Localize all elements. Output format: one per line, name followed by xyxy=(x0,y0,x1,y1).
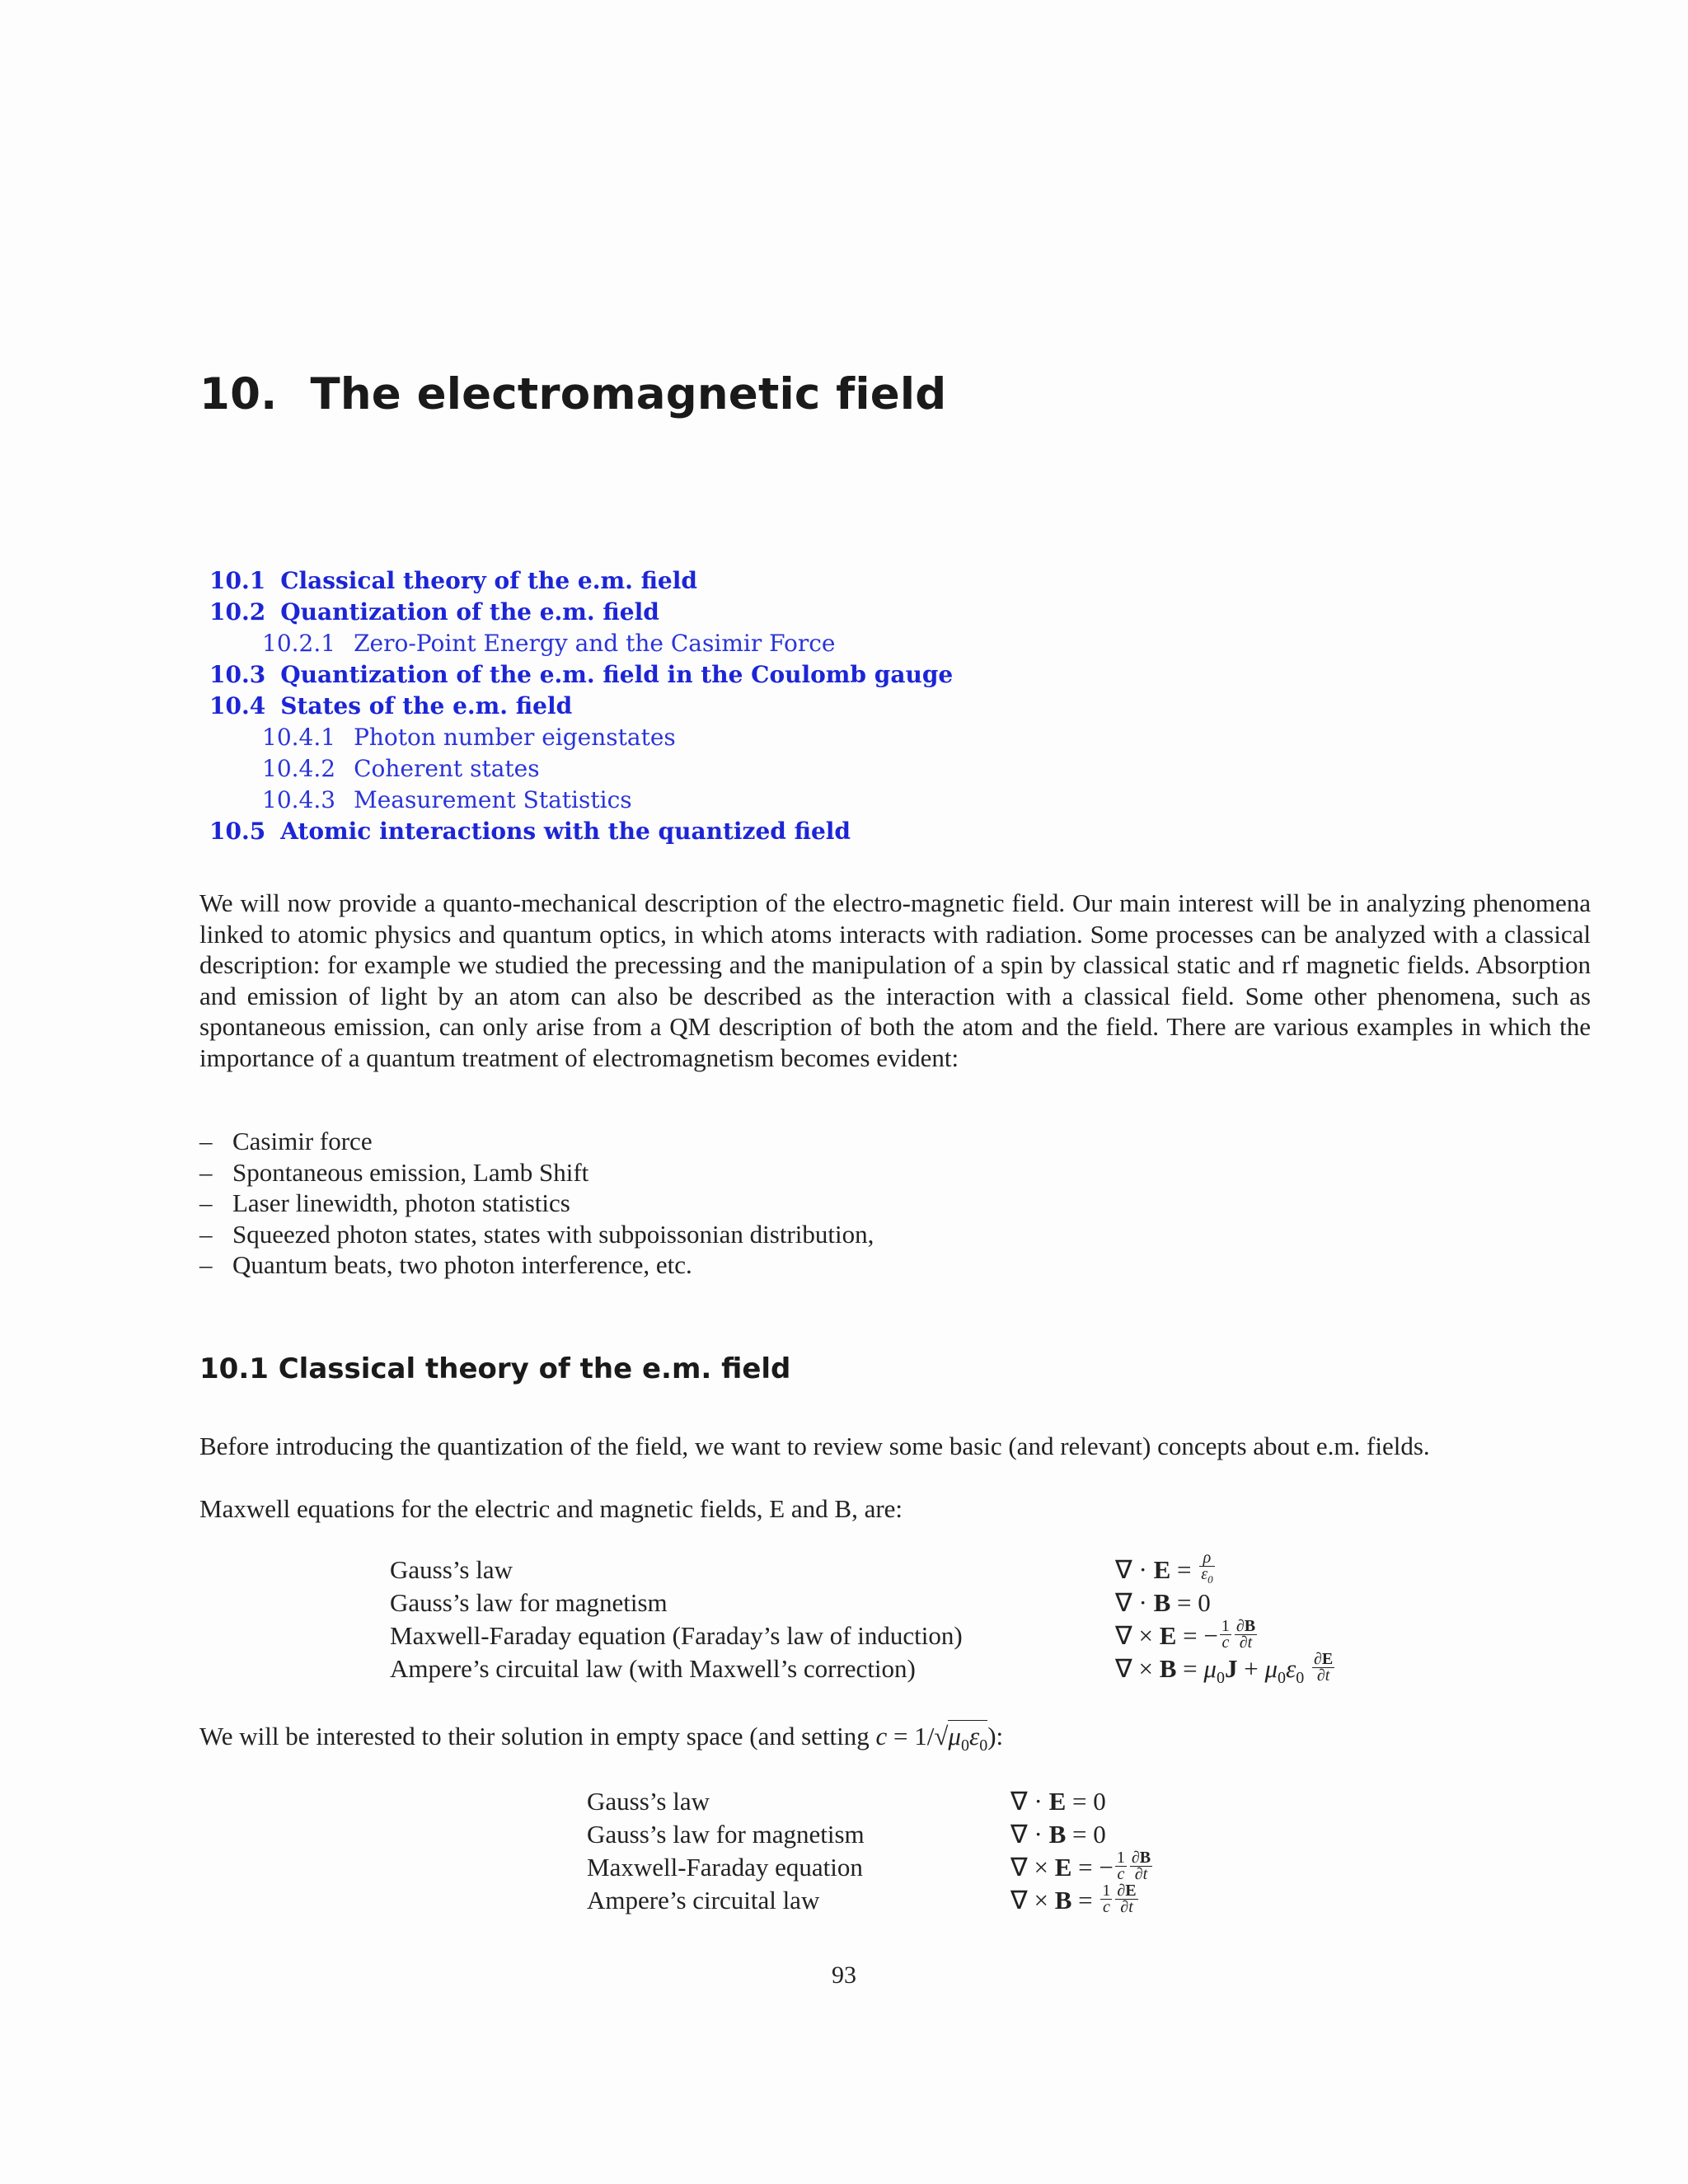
equation-row xyxy=(587,1785,1246,1818)
equation-row xyxy=(587,1818,1246,1851)
section-intro-paragraph: Before introducing the quantization of the field, we want to review some basic (and relevant) concepts about e.m. fields. xyxy=(199,1432,1430,1460)
vacuum-ampere-formula: ∇ × B = $\frac{1}{c}$ $\frac{\partial E}{\partial t}$ xyxy=(1010,1882,1137,1917)
chapter-number: 10. xyxy=(199,369,278,419)
equation-row xyxy=(390,1549,1420,1586)
gauss-law-formula: ∇ · E = $\frac{\rho}{\varepsilon_0}$ xyxy=(1115,1549,1213,1586)
toc-link-10-4[interactable]: 10.4 States of the e.m. field xyxy=(209,692,573,719)
list-item: – Casimir force xyxy=(199,1127,373,1155)
chapter-title xyxy=(199,369,946,419)
ampere-formula: ∇ × $B = \mu_0J + \mu_0\varepsilon_0$ $\frac{\partial E}{\partial t}$ xyxy=(1115,1650,1334,1688)
vacuum-equations-table xyxy=(587,1785,1246,1917)
gauss-magnetism-formula: ∇ · B = 0 xyxy=(1115,1588,1211,1617)
equation-name: Gauss’s law xyxy=(587,1787,710,1816)
toc-link-10-4-2[interactable]: 10.4.2 Coherent states xyxy=(262,755,540,782)
intro-paragraph: We will now provide a quanto-mechanical description of the electro-magnetic field. Our main interest will be in analyzing phenomena linked to atomic physics and quantum optics, in which atoms interacts with radiation. Some processes can be analyzed with a classical description: for example we studied the precessing and the manipulation of a spin by classical static and rf magnetic fields. Absorption and emission of light by an atom can also be described as the interaction with a classical field. Some other phenomena, such as spontaneous emission, can only arise from a QM description of both the atom and the field. There are various examples in which the importance of a quantum treatment of electromagnetism becomes evident: xyxy=(199,888,1591,1072)
equation-row xyxy=(390,1586,1420,1619)
list-item: – Squeezed photon states, states with subpoissonian distribution, xyxy=(199,1219,874,1249)
equation-name: Maxwell-Faraday equation (Faraday’s law of induction) xyxy=(390,1621,963,1650)
equation-name: Gauss’s law for magnetism xyxy=(390,1588,668,1617)
table-of-contents xyxy=(209,565,1281,847)
list-item: – Spontaneous emission, Lamb Shift xyxy=(199,1157,589,1187)
toc-link-10-4-1[interactable]: 10.4.1 Photon number eigenstates xyxy=(262,724,676,751)
equation-row xyxy=(390,1650,1420,1688)
list-item: – Laser linewidth, photon statistics xyxy=(199,1188,570,1217)
equation-name: Ampere’s circuital law (with Maxwell’s correction) xyxy=(390,1654,916,1683)
equation-name: Gauss’s law for magnetism xyxy=(587,1820,865,1849)
toc-link-10-2-1[interactable]: 10.2.1 Zero-Point Energy and the Casimir Force xyxy=(262,630,836,657)
maxwell-intro-line: Maxwell equations for the electric and magnetic fields, E and B, are: xyxy=(199,1494,903,1523)
empty-space-line: We will be interested to their solution in empty space (and setting $c = 1/√\mu_0\varepsilon_0$): xyxy=(199,1722,1004,1755)
equation-row xyxy=(390,1619,1420,1652)
equation-row xyxy=(587,1884,1246,1917)
vacuum-faraday-formula: ∇ × E = − $\frac{1}{c}$ $\frac{\partial B}{\partial t}$ xyxy=(1010,1849,1151,1884)
vacuum-gauss-formula: ∇ · E = 0 xyxy=(1010,1787,1106,1816)
section-title: 10.1 Classical theory of the e.m. field xyxy=(199,1352,791,1385)
faraday-formula: ∇ × E = − $\frac{1}{c}$ $\frac{\partial B}{\partial t}$ xyxy=(1115,1617,1256,1652)
toc-link-10-3[interactable]: 10.3 Quantization of the e.m. field in the Coulomb gauge xyxy=(209,661,954,688)
list-item: – Quantum beats, two photon interference, etc. xyxy=(199,1250,692,1279)
toc-link-10-5[interactable]: 10.5 Atomic interactions with the quantized field xyxy=(209,818,851,845)
toc-link-10-4-3[interactable]: 10.4.3 Measurement Statistics xyxy=(262,786,632,813)
maxwell-equations-table xyxy=(390,1549,1420,1688)
toc-link-10-2[interactable]: 10.2 Quantization of the e.m. field xyxy=(209,598,659,626)
equation-name: Ampere’s circuital law xyxy=(587,1886,820,1915)
toc-link-10-1[interactable]: 10.1 Classical theory of the e.m. field xyxy=(209,567,697,594)
page-number: 93 xyxy=(832,1961,856,1989)
equation-name: Gauss’s law xyxy=(390,1555,513,1584)
equation-name: Maxwell-Faraday equation xyxy=(587,1853,863,1882)
chapter-title-text: The electromagnetic field xyxy=(310,369,947,419)
equation-row xyxy=(587,1851,1246,1884)
vacuum-magnetism-formula: ∇ · B = 0 xyxy=(1010,1820,1106,1849)
phenomena-list xyxy=(199,1126,1353,1281)
